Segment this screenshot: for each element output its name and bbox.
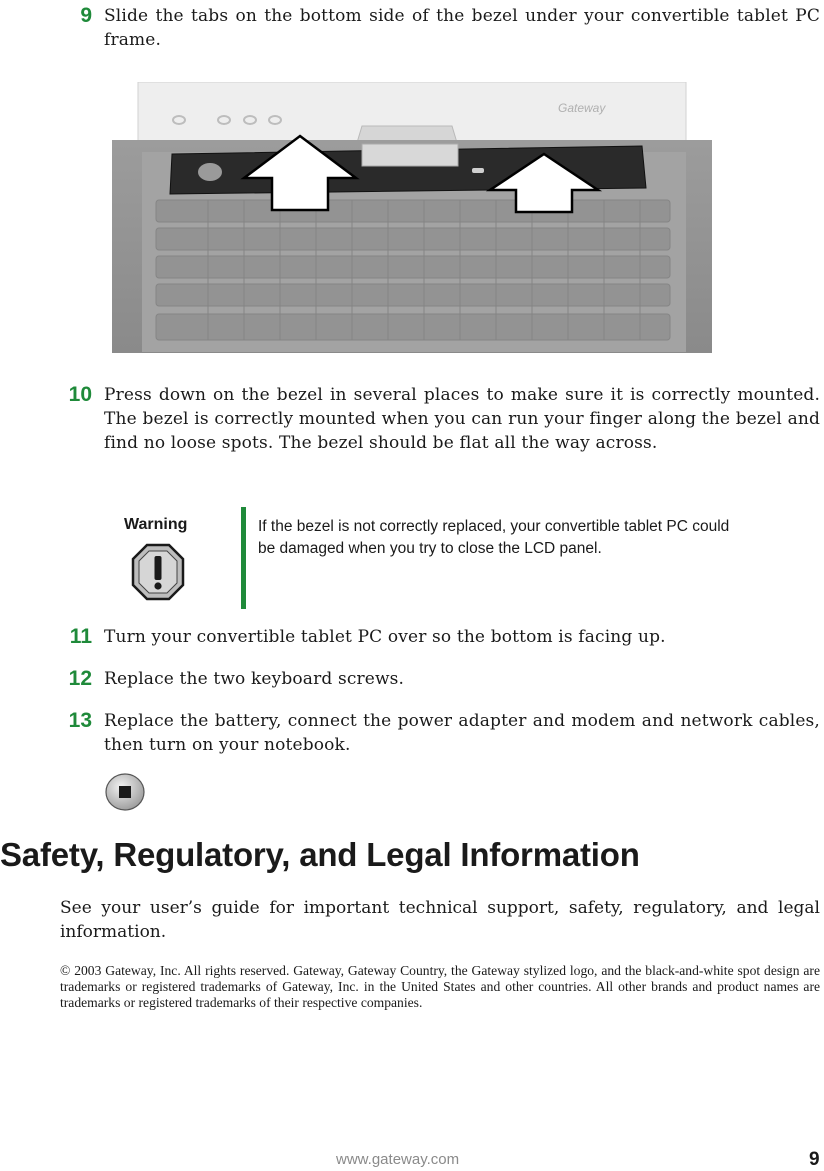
warning-divider (241, 507, 246, 609)
photo-illustration (112, 82, 712, 353)
section-intro: See your user’s guide for important technical support, safety, regulatory, and legal information. (60, 898, 820, 942)
step-number: 9 (80, 4, 92, 27)
section-title: Safety, Regulatory, and Legal Information (0, 836, 640, 873)
step-text: Slide the tabs on the bottom side of the bezel under your convertible tablet PC frame. (104, 6, 820, 50)
warning-label: Warning (124, 516, 188, 533)
warning-exclamation-icon (131, 543, 185, 601)
step-text: Press down on the bezel in several places to make sure it is correctly mounted. The bezel is correctly mounted when you can run your finger along the bezel and find no loose spots. The bezel should be flat all the way across. (104, 385, 820, 453)
legal-notice: © 2003 Gateway, Inc. All rights reserved. Gateway, Gateway Country, the Gateway stylized logo, and the black-and-white spot design are trademarks or registered trademarks of Gateway, Inc. in the United States and other countries. All other brands and product names are trademarks or registered trademarks of their respective companies. (60, 963, 820, 1010)
photo-brand-label: Gateway (558, 101, 606, 115)
step-number: 13 (68, 709, 92, 732)
step-text: Replace the two keyboard screws. (104, 669, 405, 689)
stop-icon (104, 772, 146, 812)
page-number: 9 (809, 1149, 820, 1170)
warning-text: If the bezel is not correctly replaced, your convertible tablet PC could be damaged when you try to close the LCD panel. (258, 518, 730, 557)
laptop-keyboard-bezel-photo (112, 82, 712, 353)
step-number: 10 (68, 383, 92, 406)
step-number: 12 (68, 667, 92, 690)
step-text: Replace the battery, connect the power adapter and modem and network cables, then turn on your notebook. (104, 711, 820, 755)
step-number: 11 (69, 625, 92, 648)
footer-url[interactable]: www.gateway.com (336, 1151, 460, 1168)
step-text: Turn your convertible tablet PC over so the bottom is facing up. (104, 627, 666, 647)
